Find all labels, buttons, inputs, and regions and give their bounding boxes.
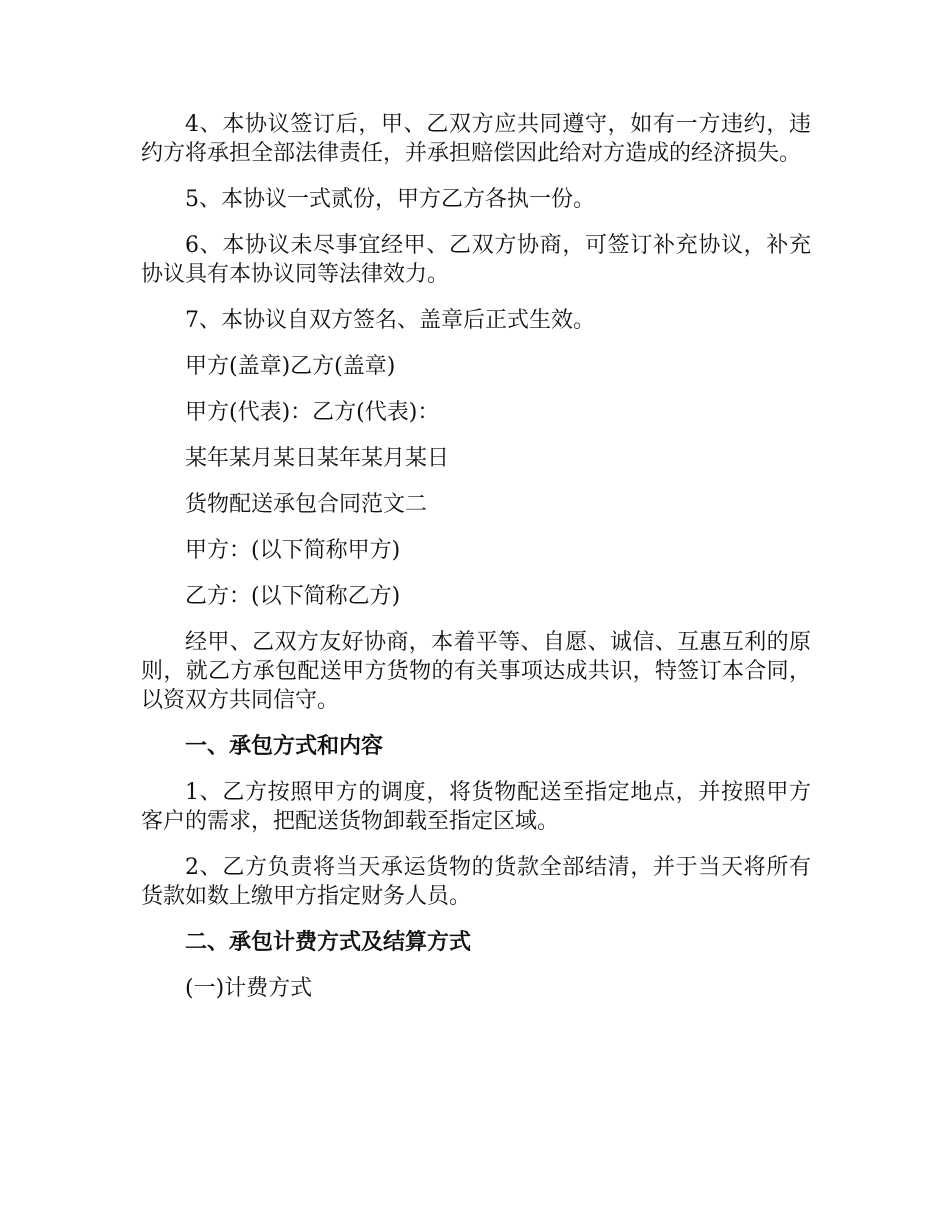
date-line: 某年某月某日某年某月某日 [185, 446, 450, 471]
preamble-paragraph: 经甲、乙双方友好协商，本着平等、自愿、诚信、互惠互利的原则，就乙方承包配送甲方货物的有关事项达成共识，特签订本合同，以资双方共同信守。 [141, 630, 811, 713]
section-1-clause-2: 2、乙方负责将当天承运货物的货款全部结清，并于当天将所有货款如数上缴甲方指定财务人员。 [141, 855, 811, 909]
party-b-line: 乙方：(以下简称乙方) [185, 584, 401, 609]
section-heading-2: 二、承包计费方式及结算方式 [185, 930, 472, 955]
subsection-heading: (一)计费方式 [185, 976, 313, 1001]
clause-5-paragraph: 5、本协议一式贰份，甲方乙方各执一份。 [185, 187, 595, 212]
party-a-line: 甲方：(以下简称甲方) [185, 538, 401, 563]
seal-line: 甲方(盖章)乙方(盖章) [185, 354, 396, 379]
representative-line: 甲方(代表)：乙方(代表)： [185, 400, 440, 425]
document-subtitle: 货物配送承包合同范文二 [185, 492, 428, 517]
document-page [141, 110, 811, 1020]
clause-4-paragraph: 4、本协议签订后，甲、乙双方应共同遵守，如有一方违约，违约方将承担全部法律责任，并承担赔偿因此给对方造成的经济损失。 [141, 112, 811, 166]
clause-7-paragraph: 7、本协议自双方签名、盖章后正式生效。 [185, 308, 595, 333]
section-1-clause-1: 1、乙方按照甲方的调度，将货物配送至指定地点，并按照甲方客户的需求，把配送货物卸载至指定区域。 [141, 780, 811, 834]
clause-6-paragraph: 6、本协议未尽事宜经甲、乙双方协商，可签订补充协议，补充协议具有本协议同等法律效力。 [141, 233, 811, 287]
section-heading-1: 一、承包方式和内容 [185, 734, 384, 759]
